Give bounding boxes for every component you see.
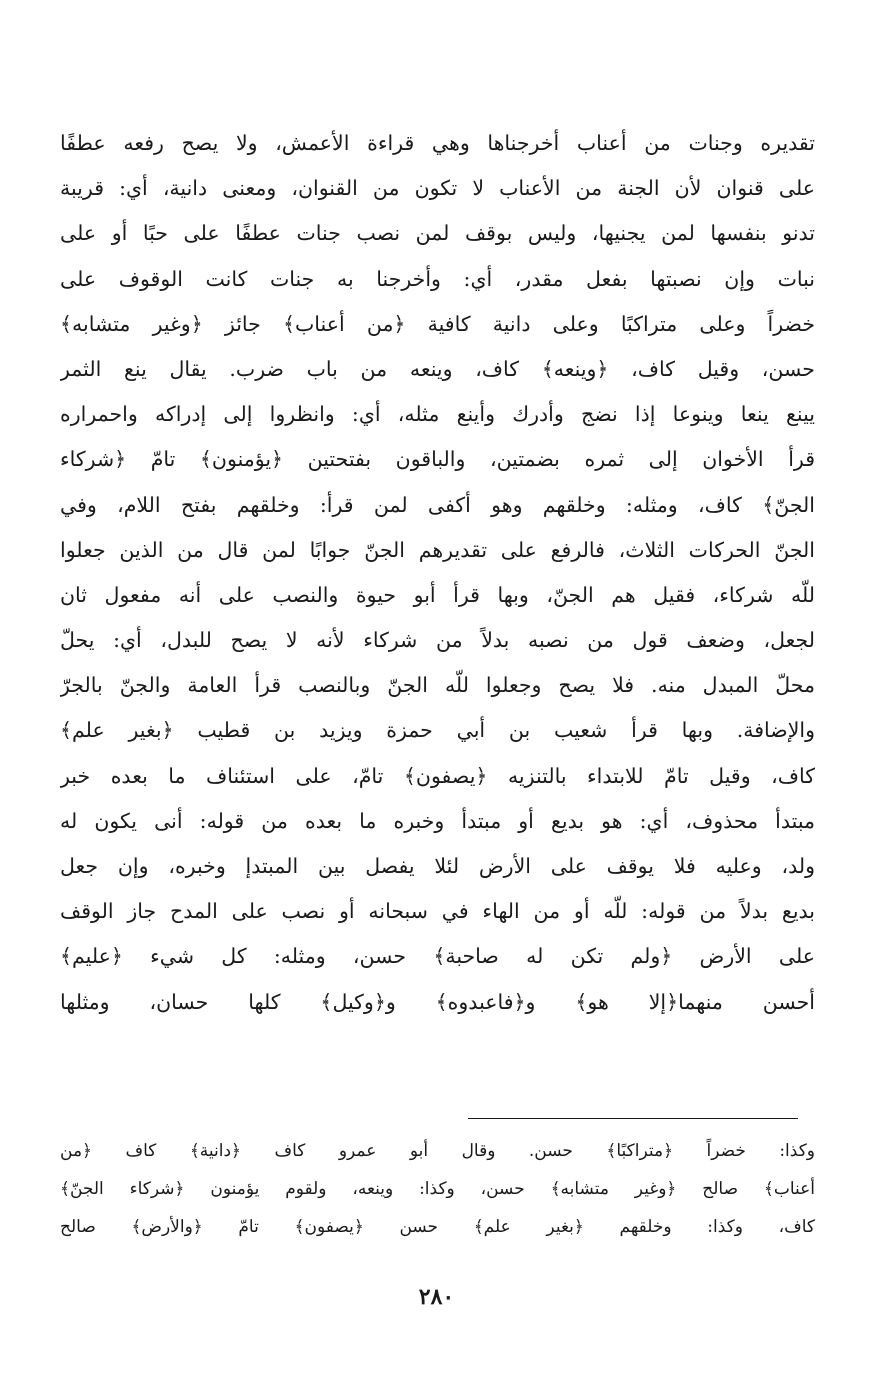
text-line: حسن، وقيل كاف، ﴿وينعه﴾ كاف، وينعه من باب ضرب. يقال ينع الثمر xyxy=(60,356,815,381)
footnote-line: وكذا: خضراً ﴿متراكبًا﴾ حسن. وقال أبو عمرو كاف ﴿دانية﴾ كاف ﴿من xyxy=(60,1141,815,1161)
text-line: مبتدأ محذوف، أي: هو بديع أو مبتدأ وخبره ما بعده من قوله: أنى يكون له xyxy=(60,808,815,833)
text-line: لجعل، وضعف قول من نصبه بدلاً من شركاء لأنه لا يصح للبدل، أي: يحلّ xyxy=(60,628,815,653)
text-line: للّه شركاء، فقيل هم الجنّ، وبها قرأ أبو حيوة والنصب على أنه مفعول ثان xyxy=(60,582,815,607)
footnotes xyxy=(60,1132,815,1246)
text-line: كاف، وقيل تامّ للابتداء بالتنزيه ﴿يصفون﴾ تامّ، على استئناف ما بعده خبر xyxy=(60,763,815,788)
footnote-line: كاف، وكذا: وخلقهم ﴿بغير علم﴾ حسن ﴿يصفون﴾ تامّ ﴿والأرض﴾ صالح xyxy=(60,1217,815,1237)
text-line: والإضافة. وبها قرأ شعيب بن أبي حمزة ويزيد بن قطيب ﴿بغير علم﴾ xyxy=(60,718,815,743)
text-line: الجنّ الحركات الثلاث، فالرفع على تقديرهم الجنّ جوابًا لمن قال من الذين جعلوا xyxy=(60,537,815,562)
text-line: نبات وإن نصبتها بفعل مقدر، أي: وأخرجنا به جنات كانت الوقوف على xyxy=(60,266,815,291)
text-line: قرأ الأخوان إلى ثمره بضمتين، والباقون بفتحتين ﴿يؤمنون﴾ تامّ ﴿شركاء xyxy=(60,447,815,472)
text-line: على قنوان لأن الجنة من الأعناب لا تكون من القنوان، ومعنى دانية، أي: قريبة xyxy=(60,176,815,201)
text-line: أحسن منهما﴿إلا هو﴾ و﴿فاعبدوه﴾ و﴿وكيل﴾ كلها حسان، ومثلها xyxy=(60,989,815,1014)
text-line: بديع بدلاً من قوله: للّه أو من الهاء في سبحانه أو نصب على المدح جاز الوقف xyxy=(60,899,815,924)
text-line: خضراً وعلى متراكبًا وعلى دانية كافية ﴿من أعناب﴾ جائز ﴿وغير متشابه﴾ xyxy=(60,311,815,336)
text-line: ولد، وعليه فلا يوقف على الأرض لئلا يفصل بين المبتدإ وخبره، وإن جعل xyxy=(60,854,815,878)
text-line: تقديره وجنات من أعناب أخرجناها وهي قراءة الأعمش، ولا يصح رفعه عطفًا xyxy=(60,131,815,155)
footnote-divider xyxy=(468,1118,798,1119)
text-line: الجنّ﴾ كاف، ومثله: وخلقهم وهو أكفى لمن قرأ: وخلقهم بفتح اللام، وفي xyxy=(60,492,815,517)
text-line: تدنو بنفسها لمن يجنيها، وليس بوقف لمن نصب جنات عطفًا على حبًا أو على xyxy=(60,221,815,246)
text-line: محلّ المبدل منه. فلا يصح وجعلوا للّه الجنّ وبالنصب قرأ العامة والجنّ بالجرّ xyxy=(60,673,815,698)
page-number: ٢٨٠ xyxy=(418,1284,455,1310)
text-line: يينع ينعا وينوعا إذا نضج وأدرك وأينع مثله، أي: وانظروا إلى إدراكه واحمراره xyxy=(60,402,815,427)
main-text xyxy=(60,121,815,1025)
footnote-line: أعناب﴾ صالح ﴿وغير متشابه﴾ حسن، وكذا: وينعه، ولقوم يؤمنون ﴿شركاء الجنّ﴾ xyxy=(60,1179,815,1199)
text-line: على الأرض ﴿ولم تكن له صاحبة﴾ حسن، ومثله: كل شيء ﴿عليم﴾ xyxy=(60,944,815,969)
